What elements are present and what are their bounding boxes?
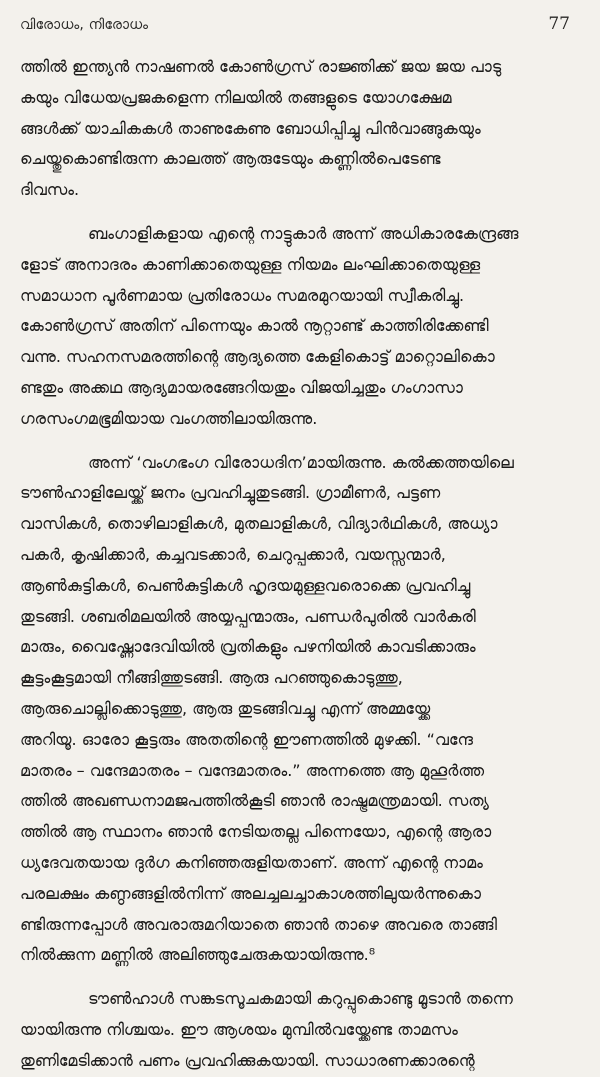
- text-line: തുടങ്ങി. ശബരിമലയിൽ അയ്യപ്പന്മാരും, പണ്ഡർപുരിൽ വാർകരി: [20, 606, 476, 626]
- text-line: ങ്ങൾക്ക് യാചികകൾ താണുകേണു ബോധിപ്പിച്ചു പിൻവാങ്ങുകയും: [20, 118, 481, 138]
- text-line: ണ്ടിരുന്നപ്പോൾ അവരാരുമറിയാതെ ഞാൻ താഴെ അവരെ താങ്ങി: [20, 914, 497, 934]
- running-title: വിരോധം, നിരോധം: [20, 17, 149, 33]
- text-line: ഗരസംഗമഭൂമിയായ വംഗത്തിലായിരുന്നു.: [20, 408, 318, 428]
- text-line: യായിരുന്നു നിശ്ചയം. ഈ ആശയം മുമ്പിൽവയ്ക്കേണ്ട താമസം: [20, 1019, 458, 1039]
- text-line: ണ്ടതും അക്കഥ ആദ്യമായരങ്ങേറിയതും വിജയിച്ചതും ഗംഗാസാ: [20, 377, 463, 397]
- page-number: 77: [548, 14, 570, 34]
- running-head: [20, 14, 574, 42]
- text-line: ആൺകുട്ടികൾ, പെൺകുട്ടികൾ ഹൃദയമുള്ളവരൊക്കെ പ്രവഹിച്ചു: [20, 575, 471, 595]
- text-line: കൂട്ടംകൂട്ടമായി നീങ്ങിത്തുടങ്ങി. ആരു പറഞ്ഞുകൊടുത്തു,: [20, 668, 403, 688]
- paragraph-3: [20, 448, 574, 972]
- text-line: ബംഗാളികളായ എന്റെ നാട്ടുകാർ അന്ന് അധികാരകേന്ദ്രങ്ങ: [88, 223, 519, 243]
- text-line: ത്തിൽ അഖണ്ഡനാമജപത്തിൽകൂടി ഞാൻ രാഷ്ട്രമന്ത്രമായി. സത്യ: [20, 791, 489, 811]
- paragraph-2: [20, 219, 574, 435]
- paragraph-4: [20, 984, 574, 1076]
- text-line: കോൺഗ്രസ് അതിന് പിന്നെയും കാൽ നൂറ്റാണ്ട് കാത്തിരിക്കേണ്ടി: [20, 316, 489, 336]
- text-line: തുണിമേടിക്കാൻ പണം പ്രവഹിക്കുകയായി. സാധാരണക്കാരന്റെ: [20, 1050, 475, 1070]
- text-line: ചെയ്തുകൊണ്ടിരുന്ന കാലത്ത് ആരുടേയും കണ്ണിൽപെടേണ്ട: [20, 149, 441, 169]
- text-line: പകർ, കൃഷിക്കാർ, കച്ചവടക്കാർ, ചെറുപ്പക്കാർ, വയസ്സന്മാർ,: [20, 544, 446, 564]
- text-line: കയും വിധേയപ്രജകളെന്ന നിലയിൽ തങ്ങളുടെ യോഗക്ഷേമ: [20, 87, 452, 107]
- body-text: [20, 52, 574, 1077]
- text-line: ത്തിൽ ആ സ്ഥാനം ഞാൻ നേടിയതല്ല പിന്നെയോ, എന്റെ ആരാ: [20, 822, 492, 842]
- text-line: വന്നു. സഹനസമരത്തിന്റെ ആദ്യത്തെ കേളികൊട്ട് മാറ്റൊലികൊ: [20, 347, 495, 367]
- text-line: സമാധാന പൂർണമായ പ്രതിരോധം സമരമുറയായി സ്വീകരിച്ചു.: [20, 285, 465, 305]
- text-line: ദിവസം.: [20, 180, 80, 200]
- paragraph-1: [20, 52, 574, 206]
- text-line: വാസികൾ, തൊഴിലാളികൾ, മുതലാളികൾ, വിദ്യാർഥികൾ, അധ്യാ: [20, 514, 498, 534]
- text-line: നിൽക്കുന്ന മണ്ണിൽ അലിഞ്ഞുചേരുകയായിരുന്നു.⁸: [20, 945, 376, 965]
- text-line: ധ്യദേവതയായ ദുർഗ കനിഞ്ഞരുളിയതാണ്. അന്ന് എന്റെ നാമം: [20, 852, 483, 872]
- text-line: അറിയൂ. ഓരോ കൂട്ടരും അതതിന്റെ ഈണത്തിൽ മുഴക്കി. “വന്ദേ: [20, 729, 473, 749]
- text-line: ആരുചൊല്ലിക്കൊടുത്തു, ആരു തുടങ്ങിവച്ചു എന്ന് അമ്മയ്ക്കേ: [20, 698, 431, 718]
- text-line: പരലക്ഷം കണ്ഠങ്ങളിൽനിന്ന് അലച്ചലച്ചാകാശത്തിലുയർന്നുകൊ: [20, 883, 481, 903]
- text-line: ടൗൺഹാൾ സങ്കടസൂചകമായി കറുപ്പുകൊണ്ടു മൂടാൻ തന്നെ: [88, 989, 513, 1009]
- text-line: മാതരം – വന്ദേമാതരം – വന്ദേമാതരം.” അന്നത്തെ ആ മുഹൂർത്ത: [20, 760, 485, 780]
- text-line: ടൗൺഹാളിലേയ്ക്ക് ജനം പ്രവഹിച്ചുതുടങ്ങി. ഗ്രാമീണർ, പട്ടണ: [20, 483, 441, 503]
- text-line: ത്തിൽ ഇന്ത്യൻ നാഷണൽ കോൺഗ്രസ് രാജ്ഞിക്ക് ജയ ജയ പാടു: [20, 57, 502, 76]
- text-line: മാരും, വൈഷ്ണോദേവിയിൽ വ്രതികളും പഴനിയിൽ കാവടിക്കാരും: [20, 637, 476, 657]
- text-line: ളോട് അനാദരം കാണിക്കാതെയുള്ള നിയമം ലംഘിക്കാതെയുള്ള: [20, 254, 481, 274]
- text-line: അന്ന് ‘വംഗഭംഗ വിരോധദിന’മായിരുന്നു. കൽക്കത്തയിലെ: [88, 452, 514, 472]
